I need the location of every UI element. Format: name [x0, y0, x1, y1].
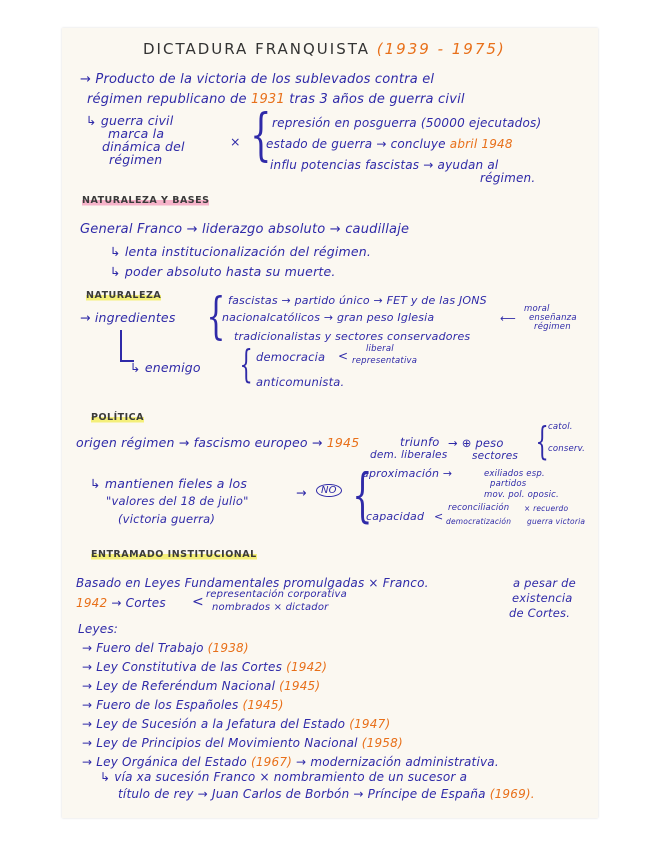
brace-ingredientes: { [206, 287, 226, 345]
mantienen-3: (victoria guerra) [118, 512, 216, 526]
heading-naturaleza-text: NATURALEZA [86, 290, 162, 301]
ingrediente-tradicionalistas: tradicionalistas y sectores conservadores [234, 330, 471, 343]
law-year: (1958) [361, 736, 403, 750]
law-4 [82, 698, 284, 712]
reconciliacion: reconciliación [448, 503, 510, 513]
democracia-bracket: < [338, 349, 349, 363]
exiliados: exiliados esp. [484, 469, 545, 479]
via-sucesion-text: título de rey → Juan Carlos de Borbón → Príncipe de España [118, 787, 490, 801]
guerra-civil-2: marca la [108, 126, 165, 141]
franco-line: General Franco → liderazgo absoluto → caudillaje [80, 222, 410, 237]
apesar-2: existencia [512, 591, 573, 605]
dem-liberales: dem. liberales [370, 449, 448, 461]
guerra-civil-3: dinámica del [102, 139, 185, 154]
mantienen-1: ↳ mantienen fieles a los [90, 476, 248, 491]
law-name: → Fuero de los Españoles [82, 698, 243, 712]
representativa: representativa [352, 356, 418, 366]
heading-entramado [91, 549, 257, 560]
law-year: (1942) [286, 660, 328, 674]
influ-regimen: régimen. [480, 171, 536, 185]
law-year: (1967) [250, 755, 293, 769]
heading-politica-text: POLÍTICA [91, 412, 144, 423]
via-sucesion-year: (1969). [489, 787, 535, 801]
lenta-line: ↳ lenta institucionalización del régimen. [110, 244, 372, 259]
mantienen-2: "valores del 18 de julio" [106, 494, 249, 508]
poder-line: ↳ poder absoluto hasta su muerte. [110, 264, 336, 279]
law-name: → Ley Constitutiva de las Cortes [82, 660, 287, 674]
guerra-victoria: guerra victoria [527, 517, 586, 526]
cortes-text: → Cortes [107, 596, 166, 610]
estado-guerra-text: estado de guerra → concluye [266, 137, 450, 151]
times-sign: × [230, 134, 241, 149]
law-5 [82, 717, 390, 731]
intro-line-2-a: régimen republicano de [87, 92, 251, 107]
ingredientes: → ingredientes [80, 310, 176, 325]
title-text: DICTADURA FRANQUISTA [143, 40, 370, 58]
law-3 [82, 679, 320, 693]
capacidad-bracket: < [434, 510, 444, 523]
law-year: (1945) [242, 698, 284, 712]
via-sucesion-1: ↳ vía xa sucesión Franco × nombramiento de un sucesor a [100, 770, 468, 784]
moral-label: moral [524, 304, 550, 314]
law-name: → Ley de Sucesión a la Jefatura del Estado [82, 717, 350, 731]
no-circle: NO [316, 484, 342, 497]
law-name: → Ley de Principios del Movimiento Nacional [82, 736, 362, 750]
cortes-year: 1942 [76, 596, 108, 610]
apesar-3: de Cortes. [509, 606, 571, 620]
brace-guerra: { [250, 103, 272, 168]
recuerdo: × recuerdo [524, 504, 569, 513]
cortes-line [76, 596, 166, 610]
anticomunista: anticomunista. [256, 375, 345, 389]
estado-guerra [266, 137, 513, 151]
brace-enemigo: { [239, 342, 253, 386]
guerra-civil-1: ↳ guerra civil [86, 113, 174, 128]
regimen-label: régimen [534, 322, 571, 332]
arrow-no: → [296, 485, 307, 500]
peso: → ⊕ peso [448, 436, 504, 450]
law-name: → Fuero del Trabajo [82, 641, 208, 655]
law-year: (1947) [349, 717, 391, 731]
partidos: partidos [490, 479, 527, 489]
sectores: sectores [472, 450, 519, 462]
catol: catol. [548, 422, 573, 432]
page-title [143, 40, 506, 58]
law-7 [82, 755, 499, 769]
represion: represión en posguerra (50000 ejecutados) [272, 116, 542, 130]
influ-potencias: influ potencias fascistas → ayudan al [270, 158, 499, 172]
aproximacion: aproximación → [362, 467, 453, 480]
enemigo: ↳ enemigo [130, 360, 201, 375]
heading-naturaleza-bases [82, 195, 209, 206]
origen-regimen [76, 435, 359, 450]
heading-politica [91, 412, 144, 423]
enemigo-connector [120, 330, 134, 362]
estado-guerra-date: abril 1948 [449, 137, 513, 151]
guerra-civil-4: régimen [109, 152, 163, 167]
leyes-label: Leyes: [78, 622, 119, 636]
basado-en: Basado en Leyes Fundamentales promulgadas × Franco. [76, 576, 429, 590]
capacidad: capacidad [366, 510, 425, 523]
democratizacion: democratización [446, 517, 512, 526]
brace-sectores: { [535, 419, 549, 463]
law-year: (1945) [279, 679, 321, 693]
origen-year: 1945 [326, 435, 360, 450]
cortes-bracket: < [192, 594, 204, 610]
title-years: (1939 - 1975) [376, 40, 506, 58]
law-name: → Ley de Referéndum Nacional [82, 679, 280, 693]
law-year: (1938) [207, 641, 249, 655]
law-1 [82, 641, 249, 655]
law-tail: → modernización administrativa. [292, 755, 499, 769]
intro-line-2 [87, 92, 465, 107]
via-sucesion-2 [118, 787, 535, 801]
conserv: conserv. [548, 444, 586, 454]
law-2 [82, 660, 327, 674]
arrow-left-moral: ⟵ [500, 312, 516, 325]
heading-naturaleza-bases-text: NATURALEZA Y BASES [82, 195, 210, 206]
intro-line-1: → Producto de la victoria de los sublevados contra el [80, 72, 435, 87]
democracia: democracia [256, 350, 326, 364]
heading-naturaleza [86, 290, 161, 301]
brace-no: { [352, 461, 373, 529]
mov-pol-oposic: mov. pol. oposic. [484, 490, 559, 500]
heading-entramado-text: ENTRAMADO INSTITUCIONAL [91, 549, 257, 560]
origen-text: origen régimen → fascismo europeo → [76, 435, 327, 450]
intro-line-2-b: tras 3 años de guerra civil [284, 92, 465, 107]
ingrediente-nacionalcatolicos: nacionalcatólicos → gran peso Iglesia [222, 311, 435, 324]
law-6 [82, 736, 403, 750]
ensenanza-label: enseñanza [529, 313, 577, 323]
ingrediente-fascistas: fascistas → partido único → FET y de las JONS [228, 294, 487, 307]
apesar-1: a pesar de [513, 576, 576, 590]
nombrados-dictador: nombrados × dictador [212, 602, 329, 613]
liberal: liberal [366, 344, 394, 354]
intro-year: 1931 [250, 92, 285, 107]
law-name: → Ley Orgánica del Estado [82, 755, 251, 769]
representacion-corporativa: representación corporativa [206, 589, 347, 600]
triunfo: triunfo [400, 435, 440, 449]
